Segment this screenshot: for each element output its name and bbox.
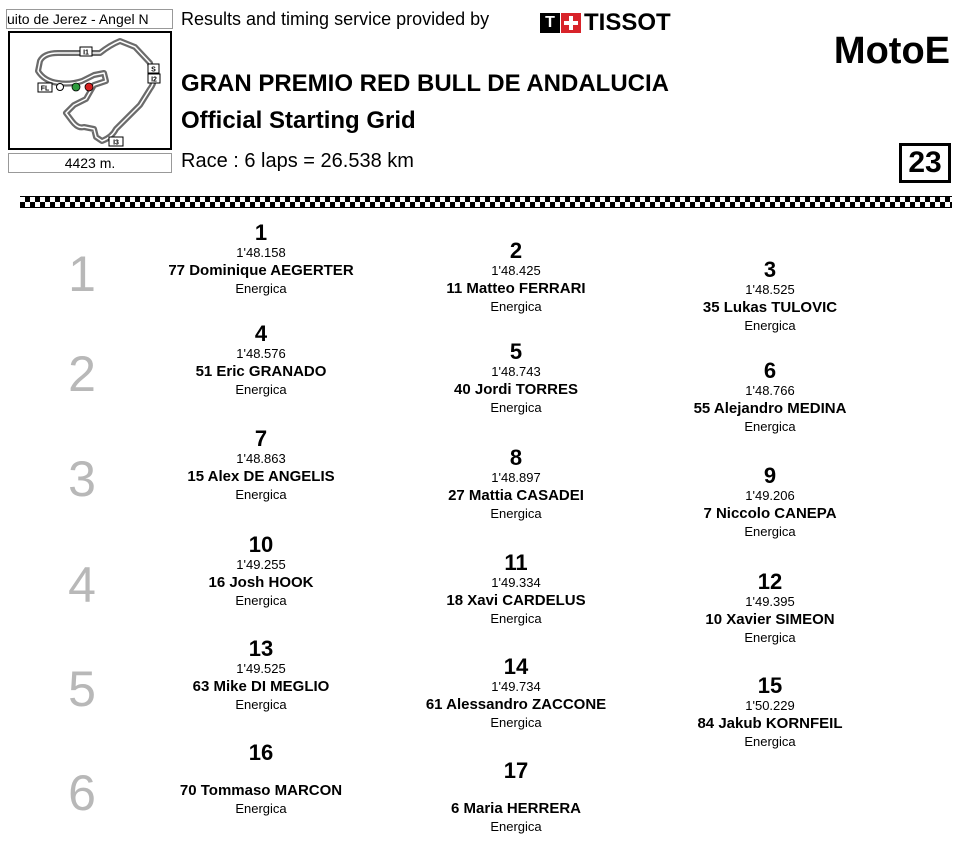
grid-row-number: 4 bbox=[68, 557, 96, 613]
grid-position: 4 bbox=[254, 321, 268, 346]
grid-position: 16 bbox=[248, 740, 274, 765]
lap-time: 1'49.334 bbox=[491, 575, 541, 590]
map-label-i2: I2 bbox=[151, 76, 157, 84]
finish-line-icon bbox=[57, 84, 64, 91]
grid-slot bbox=[396, 240, 636, 316]
rider-name: 35 Lukas TULOVIC bbox=[702, 299, 838, 316]
swiss-cross-icon bbox=[561, 13, 581, 33]
grid-slot bbox=[141, 638, 381, 714]
lap-time: 1'49.734 bbox=[491, 679, 541, 694]
race-info: Race : 6 laps = 26.538 km bbox=[181, 150, 414, 172]
grid-slot bbox=[396, 760, 636, 836]
grid-position: 1 bbox=[254, 220, 268, 245]
map-label-s: S bbox=[151, 66, 156, 74]
rider-name: 55 Alejandro MEDINA bbox=[693, 400, 847, 417]
document-title: Official Starting Grid bbox=[181, 107, 416, 134]
grid-slot bbox=[650, 675, 890, 751]
map-label-i3: I3 bbox=[113, 139, 119, 147]
grid-position: 9 bbox=[763, 463, 777, 488]
grid-position: 6 bbox=[763, 358, 777, 383]
rider-name: 84 Jakub KORNFEIL bbox=[697, 715, 843, 732]
grid-slot bbox=[141, 323, 381, 399]
lap-time: 1'48.743 bbox=[491, 364, 541, 379]
grid-position: 2 bbox=[509, 238, 523, 263]
lap-time: 1'48.576 bbox=[236, 346, 286, 361]
team-name: Energica bbox=[235, 382, 287, 397]
grid-slot bbox=[141, 222, 381, 298]
grid-position: 11 bbox=[504, 550, 528, 575]
team-name: Energica bbox=[235, 801, 287, 816]
lap-time: 1'48.425 bbox=[491, 263, 541, 278]
tissot-logo bbox=[540, 11, 671, 35]
team-name: Energica bbox=[235, 281, 287, 296]
rider-name: 63 Mike DI MEGLIO bbox=[192, 678, 330, 695]
grid-slot bbox=[141, 742, 381, 818]
team-name: Energica bbox=[490, 506, 542, 521]
rider-name: 15 Alex DE ANGELIS bbox=[187, 468, 335, 485]
lap-time: 1'49.206 bbox=[745, 488, 795, 503]
grid-position: 8 bbox=[509, 445, 523, 470]
grid-row-number: 6 bbox=[68, 765, 96, 821]
rider-name: 6 Maria HERRERA bbox=[450, 800, 582, 817]
rider-name: 16 Josh HOOK bbox=[208, 574, 314, 591]
team-name: Energica bbox=[235, 487, 287, 502]
team-name: Energica bbox=[235, 697, 287, 712]
rider-name: 7 Niccolo CANEPA bbox=[703, 505, 837, 522]
checkered-flag-divider bbox=[20, 196, 952, 208]
rider-name: 77 Dominique AEGERTER bbox=[168, 262, 354, 279]
grid-position: 13 bbox=[248, 636, 274, 661]
grid-position: 3 bbox=[763, 257, 777, 282]
grid-position: 14 bbox=[503, 654, 529, 679]
team-name: Energica bbox=[744, 734, 796, 749]
team-name: Energica bbox=[490, 299, 542, 314]
tissot-t-icon: T bbox=[540, 13, 560, 33]
lap-time: 1'48.863 bbox=[236, 451, 286, 466]
grid-slot bbox=[396, 552, 636, 628]
team-name: Energica bbox=[235, 593, 287, 608]
grid-position: 15 bbox=[757, 673, 783, 698]
grid-row-number: 5 bbox=[68, 661, 96, 717]
green-marker-icon bbox=[72, 83, 80, 91]
grid-position: 17 bbox=[503, 758, 529, 783]
category-label: MotoE bbox=[833, 30, 950, 72]
page-number: 23 bbox=[899, 143, 951, 183]
team-name: Energica bbox=[744, 318, 796, 333]
team-name: Energica bbox=[490, 400, 542, 415]
red-marker-icon bbox=[85, 83, 93, 91]
circuit-name: uito de Jerez - Angel N bbox=[6, 9, 173, 29]
grid-slot bbox=[141, 428, 381, 504]
grid-row-number: 2 bbox=[68, 346, 96, 402]
lap-time: 1'48.766 bbox=[745, 383, 795, 398]
rider-name: 51 Eric GRANADO bbox=[195, 363, 327, 380]
grid-slot bbox=[141, 534, 381, 610]
rider-name: 40 Jordi TORRES bbox=[454, 381, 578, 398]
lap-time bbox=[396, 782, 636, 800]
team-name: Energica bbox=[744, 419, 796, 434]
rider-name: 18 Xavi CARDELUS bbox=[446, 592, 586, 609]
track-layout-icon bbox=[10, 33, 170, 148]
team-name: Energica bbox=[490, 715, 542, 730]
grid-slot bbox=[396, 656, 636, 732]
team-name: Energica bbox=[744, 630, 796, 645]
event-title: GRAN PREMIO RED BULL DE ANDALUCIA bbox=[181, 70, 670, 97]
rider-name: 10 Xavier SIMEON bbox=[705, 611, 835, 628]
lap-time: 1'49.395 bbox=[745, 594, 795, 609]
circuit-map bbox=[8, 31, 172, 150]
grid-slot bbox=[650, 465, 890, 541]
team-name: Energica bbox=[744, 524, 796, 539]
lap-time: 1'49.525 bbox=[236, 661, 286, 676]
grid-slot bbox=[396, 341, 636, 417]
grid-row-number: 3 bbox=[68, 451, 96, 507]
grid-position: 7 bbox=[254, 426, 268, 451]
grid-position: 12 bbox=[757, 569, 783, 594]
lap-time: 1'48.897 bbox=[491, 470, 541, 485]
grid-slot bbox=[650, 360, 890, 436]
grid-slot bbox=[396, 447, 636, 523]
grid-slot bbox=[650, 259, 890, 335]
team-name: Energica bbox=[490, 819, 542, 834]
grid-row-number: 1 bbox=[68, 246, 96, 302]
grid-slot bbox=[650, 571, 890, 647]
tissot-wordmark: TISSOT bbox=[584, 9, 671, 36]
lap-time: 1'48.525 bbox=[745, 282, 795, 297]
map-label-fl: FL bbox=[40, 85, 50, 93]
map-label-i1: I1 bbox=[83, 49, 89, 57]
circuit-length: 4423 m. bbox=[8, 153, 172, 173]
rider-name: 61 Alessandro ZACCONE bbox=[425, 696, 607, 713]
lap-time: 1'50.229 bbox=[745, 698, 795, 713]
grid-position: 10 bbox=[248, 532, 274, 557]
lap-time bbox=[141, 764, 381, 782]
grid-position: 5 bbox=[509, 339, 523, 364]
lap-time: 1'48.158 bbox=[236, 245, 286, 260]
timing-provider-text: Results and timing service provided by bbox=[181, 9, 490, 29]
rider-name: 70 Tommaso MARCON bbox=[179, 782, 343, 799]
team-name: Energica bbox=[490, 611, 542, 626]
rider-name: 27 Mattia CASADEI bbox=[448, 487, 584, 504]
lap-time: 1'49.255 bbox=[236, 557, 286, 572]
rider-name: 11 Matteo FERRARI bbox=[446, 280, 586, 297]
